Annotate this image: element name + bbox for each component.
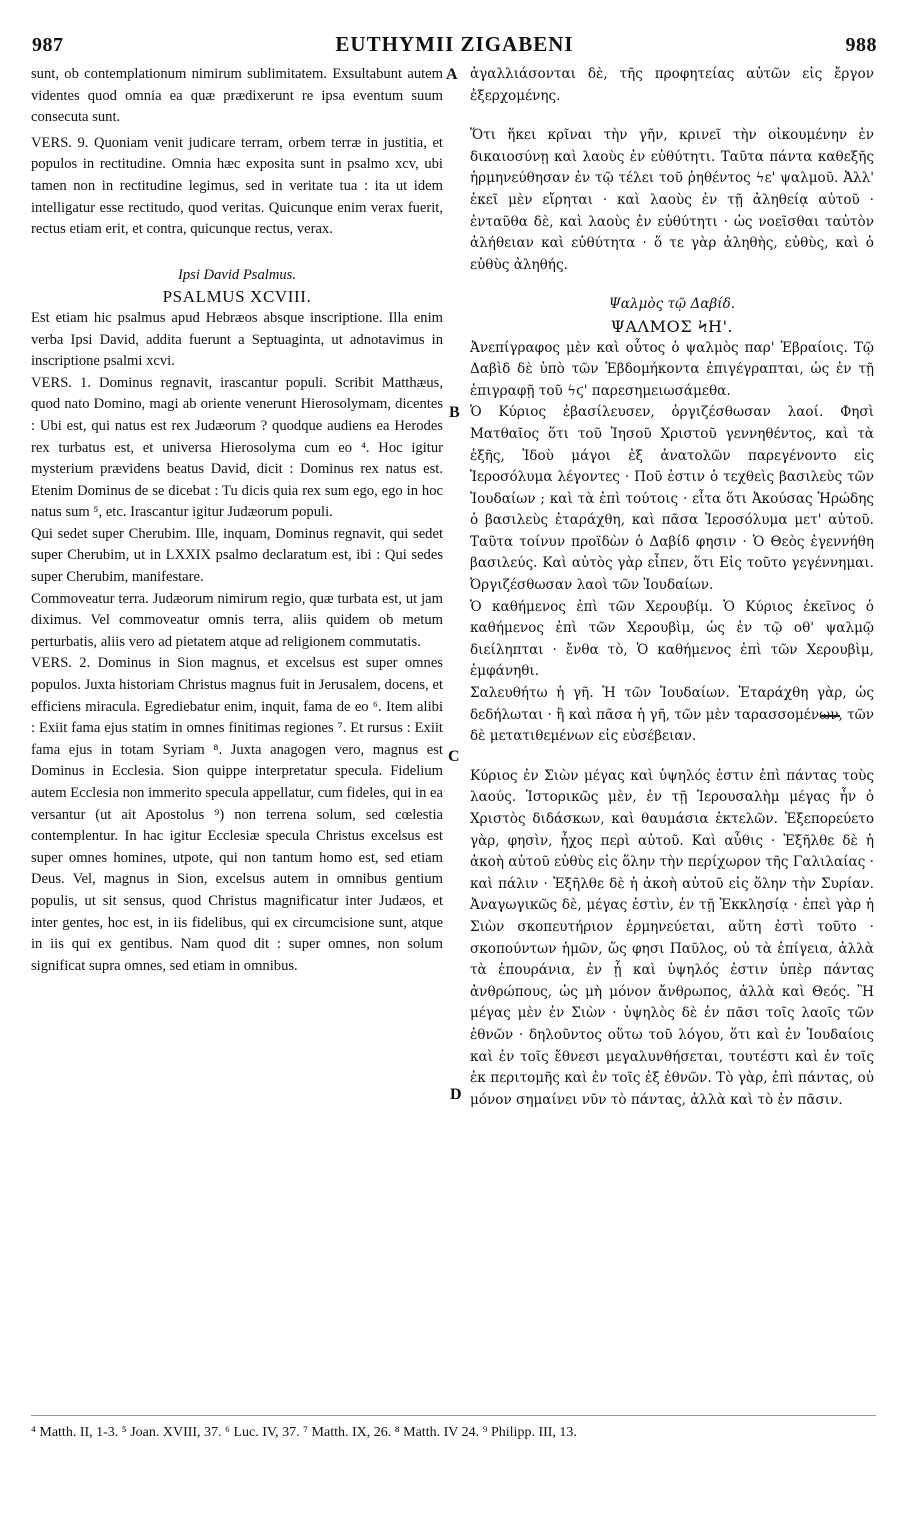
- footnotes: ⁴ Matth. II, 1-3. ⁵ Joan. XVIII, 37. ⁶ Luc. IV, 37. ⁷ Matth. IX, 26. ⁸ Matth. IV 24. ⁹ Philipp. III, 13.: [31, 1415, 876, 1444]
- greek-paragraph: Κύριος ἐν Σιὼν μέγας καὶ ὑψηλός ἐστιν ἐπὶ πάντας τοὺς λαούς. Ἱστορικῶς μὲν, ἐν τῇ Ἱερουσαλὴμ μέγας ἦν ὁ Χριστὸς διδάσκων, καὶ θαυμάσια ἐκτελῶν. Ἐξεπορεύετο γὰρ, φησὶν, ἦχος περὶ αὐτοῦ. Καὶ αὖθις · Ἐξῆλθε δὲ ἡ ἀκοὴ αὐτοῦ εὐθὺς εἰς ὅλην τὴν περίχωρον τῆς Γαλιλαίας · καὶ πάλιν · Ἐξῆλθε δὲ ἡ ἀκοὴ αὐτοῦ εἰς ὅλην τὴν Συρίαν. Ἀναγωγικῶς δὲ, μέγας ἐστὶν, ἐν τῇ Ἐκκλησίᾳ · ἐπεὶ γὰρ ἡ Σιὼν σκοπευτήριον ἑρμηνεύεται, αὕτη ἐστὶ τοῦτο · σκοπούντων ἡμῶν, ὥς φησι Παῦλος, οὐ τὰ ἐπίγεια, ἀλλὰ τὰ ἐπουράνια, ἐν ᾗ καὶ ὑψηλός ἐστιν ὑπὲρ πάντας ἀνθρώπους, ὡς μὴ μόνον ἄνθρωπος, ἀλλὰ καὶ Θεός. Ἢ μέγας μὲν ἐν Σιὼν · ὑψηλὸς δὲ ἐν πᾶσι τοῖς λαοῖς τῶν ἐθνῶν · δηλοῦντος οὕτω τοῦ λόγου, ὅτι καὶ ἐν Ἰουδαίοις καὶ ἐν τοῖς ἔθνεσι μεγαλυνθήσεται, τουτέστι καὶ ἐν τοῖς ἐκ περιτομῆς καὶ ἐν τοῖς ἐξ ἐθνῶν. Τὸ γὰρ, ἐπὶ πάντας, οὐ μόνον σημαίνει νῦν τὸ πάντας, ἀλλὰ καὶ τὸ ἐν πᾶσιν.: [470, 767, 874, 1108]
- margin-letter-b: B: [449, 404, 460, 421]
- latin-paragraph: Qui sedet super Cherubim. Ille, inquam, Dominus regnavit, qui sedet super Cherubim, ut in LXXIX psalmo declaratum est, ibi : Qui sedes super Cherubim, manifestare.: [31, 525, 443, 586]
- greek-paragraph: Ὁ καθήμενος ἐπὶ τῶν Χερουβίμ. Ὁ Κύριος ἐκεῖνος ὁ καθήμενος ἐπὶ τῶν Χερουβὶμ, ὡς ἐν τῷ οθ' ψαλμῷ διείληπται · ἔνθα τὸ, Ὁ καθήμενος ἐπὶ τῶν Χερουβὶμ, ἐμφάνηθι.: [470, 598, 874, 680]
- greek-psalm-dedication: Ψαλμὸς τῷ Δαβίδ.: [608, 296, 736, 313]
- latin-paragraph: Commoveatur terra. Judæorum nimirum regio, quæ turbata est, ut jam diximus. Vel commoveatur omnis terra, aliis quidem ob metum perturbatis, aliis vero ad pietatem atque ad religionem commutatis.: [31, 590, 443, 650]
- greek-spacer: [470, 276, 874, 294]
- margin-letter-c: C: [448, 748, 460, 765]
- latin-psalm-dedication: Ipsi David Psalmus.: [178, 266, 296, 283]
- margin-letter-a: A: [446, 66, 458, 83]
- margin-letter-d: D: [450, 1086, 462, 1103]
- latin-spacer: [31, 241, 443, 265]
- page-number-right: 988: [845, 34, 877, 56]
- running-title: EUTHYMII ZIGABENI: [335, 32, 574, 56]
- page-header: [32, 28, 877, 58]
- greek-paragraph: Ὁ Κύριος ἐβασίλευσεν, ὀργιζέσθωσαν λαοί. Φησὶ Ματθαῖος ὅτι τοῦ Ἰησοῦ Χριστοῦ γεννηθέντος, καὶ τὰ ἑξῆς, Ἰδοὺ μάγοι ἐξ ἀνατολῶν παρεγένοντο εἰς Ἱεροσόλυμα λέγοντες · Ποῦ ἐστιν ὁ τεχθεὶς βασιλεὺς τῶν Ἰουδαίων ; καὶ τὰ ἐπὶ τούτοις · εἶτα ὅτι Ἀκούσας Ἡρώδης ὁ βασιλεὺς ἐταράχθη, καὶ πᾶσα Ἱεροσόλυμα μετ' αὐτοῦ. Ταῦτα τοίνυν προϊδὼν ὁ Δαβίδ φησιν · Ὁ Θεὸς ἐγεννήθη βασιλεύς. Καὶ αὐτὸς γὰρ εἶπεν, ὅτι Εἰς τοῦτο γεγέννημαι. Ὀργιζέσθωσαν λαοὶ τῶν Ἰουδαίων.: [470, 404, 874, 594]
- latin-paragraph: VERS. 2. Dominus in Sion magnus, et excelsus est super omnes populos. Juxta historiam Christus magnus fuit in Jerusalem, docens, et efficiens miracula. Egrediebatur enim, inquit, fama de eo ⁶. Item alibi : Exiit fama ejus statim in omnes finitimas regiones ⁷. Et rursus : Exiit fama ejus in totam Syriam ⁸. Juxta anagogen vero, magnus est Dominus in Ecclesia. Sion quippe interpretatur specula. Fidelium autem Ecclesia non immerito specula appellatur, cum fideles, qui in ea versantur (ut ait Apostolus ⁹) non terrena solum, sed cœlestia contemplentur. In hac igitur Ecclesiæ specula Christus excelsus est super omnes homines, utpote, qui non tantum homo est, sed etiam Deus. Vel, magnus in Sion, excelsus autem in omnibus gentium populis, ut sit sensus, quod Christus magnificatur inter Judæos, et inter gentes, hoc est, in iis fidelibus, qui ex circumcisione sunt, atque in iis qui ex gentibus. Nam quod dit : super omnes, non solum significat supra omnes, sed etiam in omnibus.: [31, 655, 443, 974]
- latin-paragraph: VERS. 1. Dominus regnavit, irascantur populi. Scribit Matthæus, quod nato Domino, magi ab oriente venerunt Hierosolymam, dicentes : Ubi est, qui natus est rex Judæorum ? quodque audiens ea Herodes rex turbatus est, et universa Hierosolyma cum eo ⁴. Hoc igitur mysterium prævidens beatus David, dicit : Dominus rex natus est. Etenim Dominus de se dicebat : Tu dicis quia rex sum ego, ego in hoc natus sum ⁵, etc. Irascantur igitur Judæorum populi.: [31, 374, 443, 521]
- latin-psalm-heading: PSALMUS XCVIII.: [162, 287, 312, 307]
- greek-column: [470, 64, 874, 1111]
- latin-paragraph: sunt, ob contemplationum nimirum sublimitatem. Exsultabunt autem videntes quod omnia ea quæ prædixerunt re ipsa eventum suum consecuta sunt.: [31, 66, 443, 126]
- latin-paragraph: VERS. 9. Quoniam venit judicare terram, orbem terræ in justitia, et populos in rectitudine. Omnia hæc exposita sunt in psalmo xcv, ubi tamen non in rectitudine legimus, sed in veritate tua : ita ut idem intelligatur esse rectitudo, quod veritas. Quicunque enim verax fuerit, rectus etiam erit, et contra, quicunque rectus, verax.: [31, 134, 443, 238]
- page-number-left: 987: [32, 34, 64, 56]
- printer-mark: [820, 715, 840, 717]
- greek-paragraph: ἀγαλλιάσονται δὲ, τῆς προφητείας αὐτῶν εἰς ἔργον ἐξερχομένης.: [470, 66, 874, 104]
- greek-paragraph: Ὅτι ἥκει κρῖναι τὴν γῆν, κρινεῖ τὴν οἰκουμένην ἐν δικαιοσύνῃ καὶ λαοὺς ἐν εὐθύτητι. Ταῦτα πάντα καθεξῆς ἡρμηνεύθησαν ἐν τῷ τέλει τοῦ ῥηθέντος ϟε' ψαλμοῦ. Ἀλλ' ἐκεῖ μὲν εἴρηται · καὶ λαοὺς ἐν τῇ ἀληθείᾳ αὐτοῦ · ἐνταῦθα δὲ, καὶ λαοὺς ἐν εὐθύτητι · ὡς νοεῖσθαι ταὐτὸν ἀλήθειαν καὶ εὐθύτητα · ὅ τε γὰρ ἀληθὴς, εὐθὺς, καὶ ὁ εὐθὺς ἀληθής.: [470, 127, 874, 273]
- greek-spacer: [470, 748, 874, 766]
- greek-psalm-heading: ΨΑΛΜΟΣ ϞΗ'.: [610, 316, 734, 336]
- latin-column: [31, 64, 443, 977]
- greek-paragraph: Ἀνεπίγραφος μὲν καὶ οὗτος ὁ ψαλμὸς παρ' Ἑβραίοις. Τῷ Δαβὶδ δὲ ὑπὸ τῶν Ἑβδομήκοντα ἐπιγέγραπται, ὡς ἐν τῇ ἐπιγραφῇ τοῦ ϟϛ' παρεσημειωσάμεθα.: [470, 339, 874, 399]
- greek-paragraph: Σαλευθήτω ἡ γῆ. Ἡ τῶν Ἰουδαίων. Ἐταράχθη γὰρ, ὡς δεδήλωται · ἢ καὶ πᾶσα ἡ γῆ, τῶν μὲν ταρασσομένων, τῶν δὲ μετατιθεμένων εἰς εὐσέβειαν.: [470, 685, 874, 745]
- greek-spacer: [470, 107, 874, 125]
- latin-paragraph: Est etiam hic psalmus apud Hebræos absque inscriptione. Illa enim verba Ipsi David, addita fuerunt a Septuaginta, ut adnotavimus in inscriptione psalmi xcvi.: [31, 309, 443, 370]
